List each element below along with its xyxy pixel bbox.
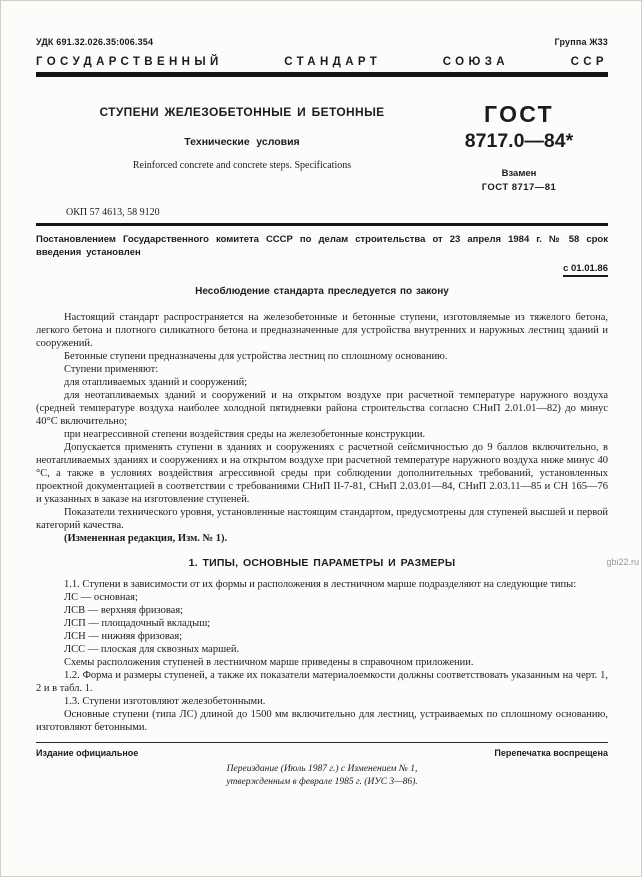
document-subtitle-english: Reinforced concrete and concrete steps. Specifications (132, 160, 352, 171)
state-standard-line (36, 56, 608, 68)
title-column (36, 103, 430, 193)
reissue-line: Переиздание (Июль 1987 г.) с Изменением № 1, (226, 763, 418, 774)
paragraph: 1.1. Ступени в зависимости от их формы и расположения в лестничном марше подразделяют на следующие типы: (64, 578, 577, 590)
paragraph: Настоящий стандарт распространяется на железобетонные и бетонные ступени, изготовляемые из тяжелого бетона, легкого бетона и плотного силикатного бетона и предназначенные для устройства внутренних и наружных лестниц зданий и сооружений. (36, 311, 608, 349)
list-item: ЛСВ — верхняя фризовая; (64, 604, 184, 616)
official-edition-label: Издание официальное (36, 747, 139, 758)
reissue-note (36, 763, 608, 790)
org-word: СОЮЗА (442, 56, 509, 68)
amendment-note: (Измененная редакция, Изм. № 1). (64, 532, 228, 544)
paragraph: Схемы расположения ступеней в лестничном марше приведены в справочном приложении. (64, 656, 474, 668)
paragraph: Показатели технического уровня, установленные настоящим стандартом, предусмотрены для ступеней высшей и первой категорий качества. (36, 506, 608, 531)
reissue-line: утвержденным в феврале 1985 г. (ИУС 3—86). (226, 777, 418, 787)
intro-text (36, 311, 608, 545)
footer-row (36, 748, 608, 758)
footer-divider (36, 742, 608, 743)
paragraph: для неотапливаемых зданий и сооружений и на открытом воздухе при расчетной температуре наружного воздуха (средней температуре воздуха наиболее холодной пятидневки района строительства согласно СНиП 2.01.01—82) до минус 40°С включительно; (36, 389, 608, 427)
list-item: ЛСС — плоская для сквозных маршей. (64, 643, 240, 655)
effective-date (36, 263, 608, 274)
effective-date-value: с 01.01.86 (563, 263, 608, 277)
okp-code: ОКП 57 4613, 58 9120 (66, 206, 160, 218)
list-item: ЛСП — площадочный вкладыш; (64, 617, 211, 629)
paragraph: Бетонные ступени предназначены для устройства лестниц по сплошному основанию. (64, 350, 448, 362)
header-divider (36, 72, 608, 77)
paragraph: для отапливаемых зданий и сооружений; (64, 376, 248, 388)
paragraph: Допускается применять ступени в зданиях и сооружениях с расчетной сейсмичностью до 9 баллов включительно, в неотапливаемых зданиях и сооружениях и на открытом воздухе при расчетной температуре наружного воздуха ниже минус 40 °С, а также в условиях воздействия агрессивной среды при соблюдении дополнительных требований, установленных проектной документацией в соответствии с требованиями СНиП II-7-81, СНиП 2.03.01—84, СНиП 2.03.11—85 и СН 165—76 и указанных в заказе на изготовление ступеней. (36, 441, 608, 505)
document-header-row (36, 37, 608, 47)
org-word: ГОСУДАРСТВЕННЫЙ (36, 56, 223, 68)
gost-number-column (430, 103, 608, 193)
gost-label: ГОСТ (484, 101, 554, 127)
paragraph: 1.3. Ступени изготовляют железобетонными. (64, 695, 266, 707)
group-code: Группа Ж33 (554, 37, 608, 47)
watermark-text: gbi22.ru (606, 557, 639, 567)
udk-code: УДК 691.32.026.35:006.354 (36, 37, 154, 47)
paragraph: 1.2. Форма и размеры ступеней, а также их показатели материалоемкости должны соответствовать указанным на черт. 1, 2 и в табл. 1. (36, 669, 608, 694)
org-word: СТАНДАРТ (284, 56, 382, 68)
paragraph: Основные ступени (типа ЛС) длиной до 1500 мм включительно для лестниц, устраиваемых по сплошному основанию, изготовляют бетонными. (36, 708, 608, 733)
list-item: ЛСН — нижняя фризовая; (64, 630, 183, 642)
paragraph: Ступени применяют: (64, 363, 159, 375)
document-title: СТУПЕНИ ЖЕЛЕЗОБЕТОННЫЕ И БЕТОННЫЕ (99, 105, 385, 119)
law-notice: Несоблюдение стандарта преследуется по закону (195, 285, 449, 297)
section-1-heading: 1. ТИПЫ, ОСНОВНЫЕ ПАРАМЕТРЫ И РАЗМЕРЫ (188, 556, 456, 569)
paragraph: при неагрессивной степени воздействия среды на железобетонные конструкции. (64, 428, 426, 440)
list-item: ЛС — основная; (64, 591, 138, 603)
section-1-text (36, 578, 608, 734)
gost-number: 8717.0—84* (464, 130, 574, 152)
title-section (36, 103, 608, 193)
reprint-prohibited-label: Перепечатка воспрещена (494, 747, 608, 758)
org-word: ССР (570, 56, 608, 68)
okp-divider (36, 223, 608, 226)
replaces-label: Взамен (501, 167, 537, 179)
decree-text: Постановлением Государственного комитета СССР по делам строительства от 23 апреля 1984 г. № 58 срок введения установлен (36, 233, 608, 258)
replaces-number: ГОСТ 8717—81 (481, 181, 557, 193)
document-subtitle: Технические условия (184, 136, 300, 148)
